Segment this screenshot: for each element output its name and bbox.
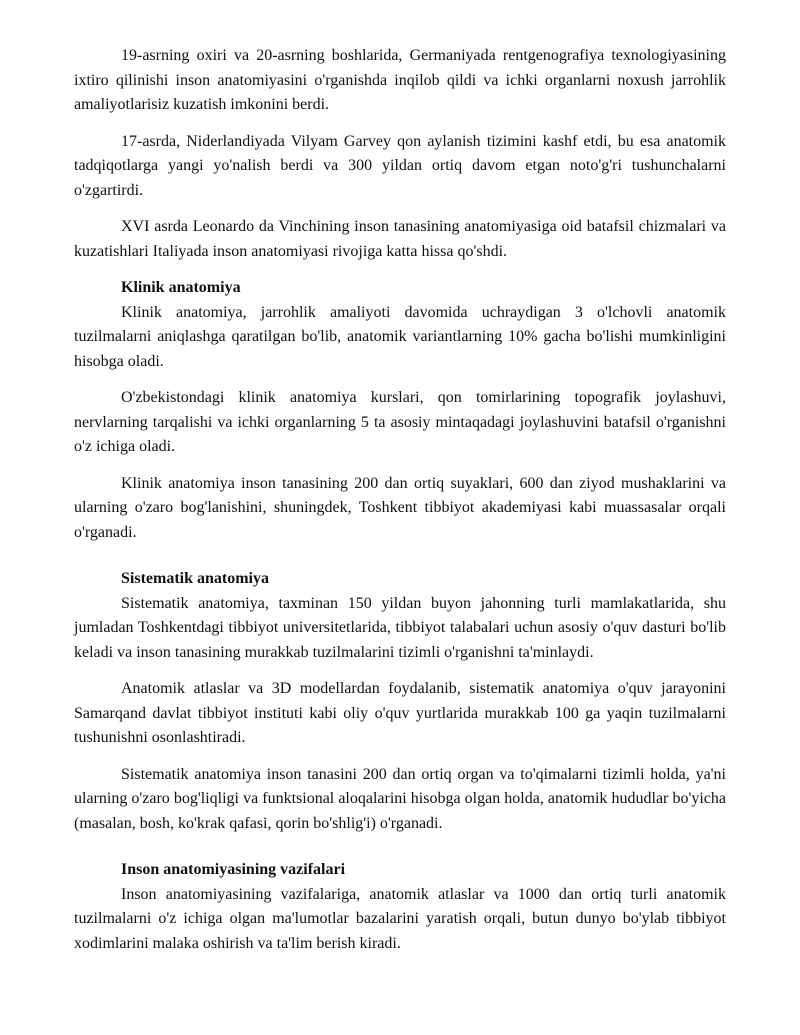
paragraph-vazifalar-1: Inson anatomiyasining vazifalariga, anatomik atlaslar va 1000 dan ortiq turli anatomik tuzilmalarni o'z ichiga olgan ma'lumotlar bazalarini yaratish orqali, butun dunyo bo'ylab tibbiyot xodimlarini malaka oshirish va ta'lim berish kiradi. [74, 885, 726, 952]
paragraph-klinik-1: Klinik anatomiya, jarrohlik amaliyoti davomida uchraydigan 3 o'lchovli anatomik tuzilmalarni aniqlashga qaratilgan bo'lib, anatomik variantlarning 10% gacha bo'lishi mumkinligini hisobga oladi. [74, 303, 726, 370]
paragraph-sistematik-2: Anatomik atlaslar va 3D modellardan foydalanib, sistematik anatomiya o'quv jarayonini Samarqand davlat tibbiyot instituti kabi oliy o'quv yurtlarida murakkab 100 ga yaqin tuzilmalarni tushunishni osonlashtiradi. [74, 680, 726, 746]
paragraph-klinik-2: O'zbekistondagi klinik anatomiya kurslari, qon tomirlarining topografik joylashuvi, nervlarning tarqalishi va ichki organlarning 5 ta asosiy mintaqadagi joylashuvini batafsil o'rganishni o'z ichiga oladi. [74, 389, 726, 455]
paragraph-sistematik-1: Sistematik anatomiya, taxminan 150 yildan buyon jahonning turli mamlakatlarida, shu jumladan Toshkentdagi tibbiyot universitetlarida, tibbiyot talabalari uchun asosiy o'quv dasturi bo'lib keladi va inson tanasining murakkab tuzilmalarini tizimli o'rganishni ta'minlaydi. [74, 594, 726, 661]
paragraph-intro-2: 17-asrda, Niderlandiyada Vilyam Garvey qon aylanish tizimini kashf etdi, bu esa anatomik tadqiqotlarga yangi yo'nalish berdi va 300 yildan ortiq davom etgan noto'g'ri tushunchalarni o'zgartirdi. [74, 132, 726, 199]
heading-sistematik-anatomiya: Sistematik anatomiya [121, 570, 269, 587]
paragraph-intro-3: XVI asrda Leonardo da Vinchining inson tanasining anatomiyasiga oid batafsil chizmalari va kuzatishlari Italiyada inson anatomiyasi rivojiga katta hissa qo'shdi. [74, 218, 726, 260]
heading-inson-anatomiyasining-vazifalari: Inson anatomiyasining vazifalari [121, 861, 346, 878]
heading-klinik-anatomiya: Klinik anatomiya [121, 279, 241, 296]
paragraph-intro-1: 19-asrning oxiri va 20-asrning boshlarida, Germaniyada rentgenografiya texnologiyasining ixtiro qilinishi inson anatomiyasini o'rganishda inqilob qildi va ichki organlarni noxush jarrohlik amaliyotlarisiz kuzatish imkonini berdi. [74, 47, 726, 113]
paragraph-sistematik-3: Sistematik anatomiya inson tanasini 200 dan ortiq organ va to'qimalarni tizimli holda, ya'ni ularning o'zaro bog'liqligi va funktsional aloqalarini hisobga olgan holda, anatomik hududlar bo'yicha (masalan, bosh, ko'krak qafasi, qorin bo'shlig'i) o'rganadi. [74, 765, 726, 832]
document-page [74, 44, 726, 956]
paragraph-klinik-3: Klinik anatomiya inson tanasining 200 dan ortiq suyaklari, 600 dan ziyod mushaklarini va ularning o'zaro bog'lanishini, shuningdek, Toshkent tibbiyot akademiyasi kabi muassasalar orqali o'rganadi. [74, 474, 726, 541]
